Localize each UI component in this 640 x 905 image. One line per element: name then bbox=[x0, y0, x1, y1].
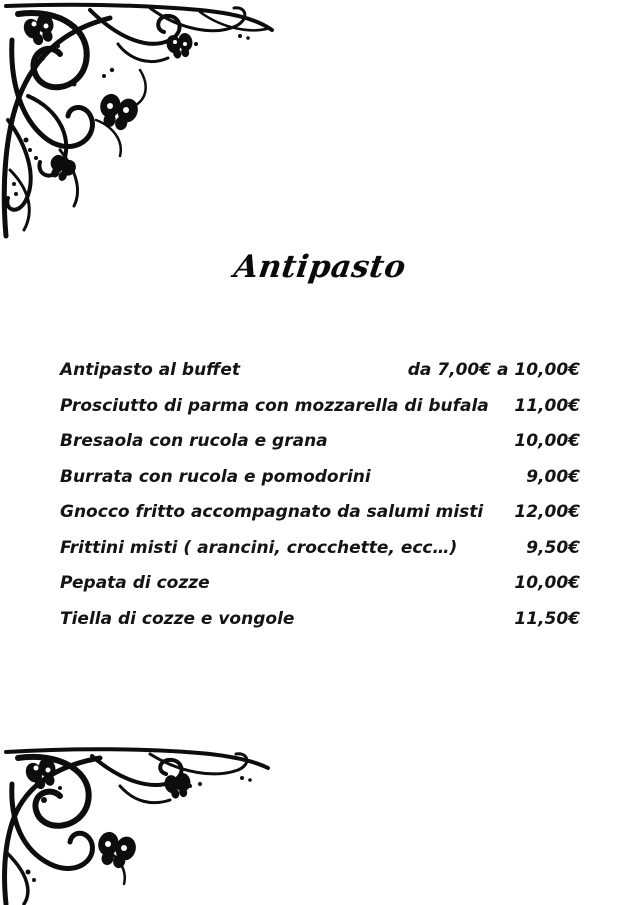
menu-item bbox=[60, 538, 580, 574]
menu-section-title: Antipasto bbox=[231, 248, 409, 285]
menu-item bbox=[60, 431, 580, 467]
menu-item-price: 9,00€ bbox=[526, 466, 580, 487]
menu-item-price: 11,50€ bbox=[514, 608, 580, 629]
menu-item-name: Pepata di cozze bbox=[60, 573, 210, 593]
menu-item-price: da 7,00€ a 10,00€ bbox=[407, 360, 580, 380]
menu-item-price: 12,00€ bbox=[514, 502, 580, 522]
menu-item-name: Prosciutto di parma con mozzarella di bufala bbox=[60, 395, 489, 416]
menu-item-name: Antipasto al buffet bbox=[60, 360, 240, 380]
menu-item-list bbox=[60, 360, 580, 644]
menu-item bbox=[60, 609, 580, 645]
corner-ornament-bottom bbox=[0, 746, 270, 905]
menu-item-price: 10,00€ bbox=[514, 573, 580, 593]
menu-item-price: 9,50€ bbox=[526, 537, 580, 558]
menu-item-name: Burrata con rucola e pomodorini bbox=[60, 466, 371, 487]
menu-item-price: 11,00€ bbox=[514, 395, 580, 416]
butterfly-swirl-icon bbox=[0, 746, 270, 905]
menu-item-name: Tiella di cozze e vongole bbox=[60, 608, 295, 629]
menu-item-name: Bresaola con rucola e grana bbox=[60, 431, 328, 451]
corner-ornament-top bbox=[0, 0, 280, 240]
menu-item bbox=[60, 502, 580, 538]
menu-item bbox=[60, 360, 580, 396]
menu-item-price: 10,00€ bbox=[514, 431, 580, 451]
menu-item bbox=[60, 396, 580, 432]
menu-item bbox=[60, 573, 580, 609]
menu-item bbox=[60, 467, 580, 503]
menu-item-name: Gnocco fritto accompagnato da salumi misti bbox=[60, 502, 484, 522]
butterfly-swirl-icon bbox=[0, 0, 280, 240]
menu-item-name: Frittini misti ( arancini, crocchette, ecc…) bbox=[60, 537, 458, 558]
